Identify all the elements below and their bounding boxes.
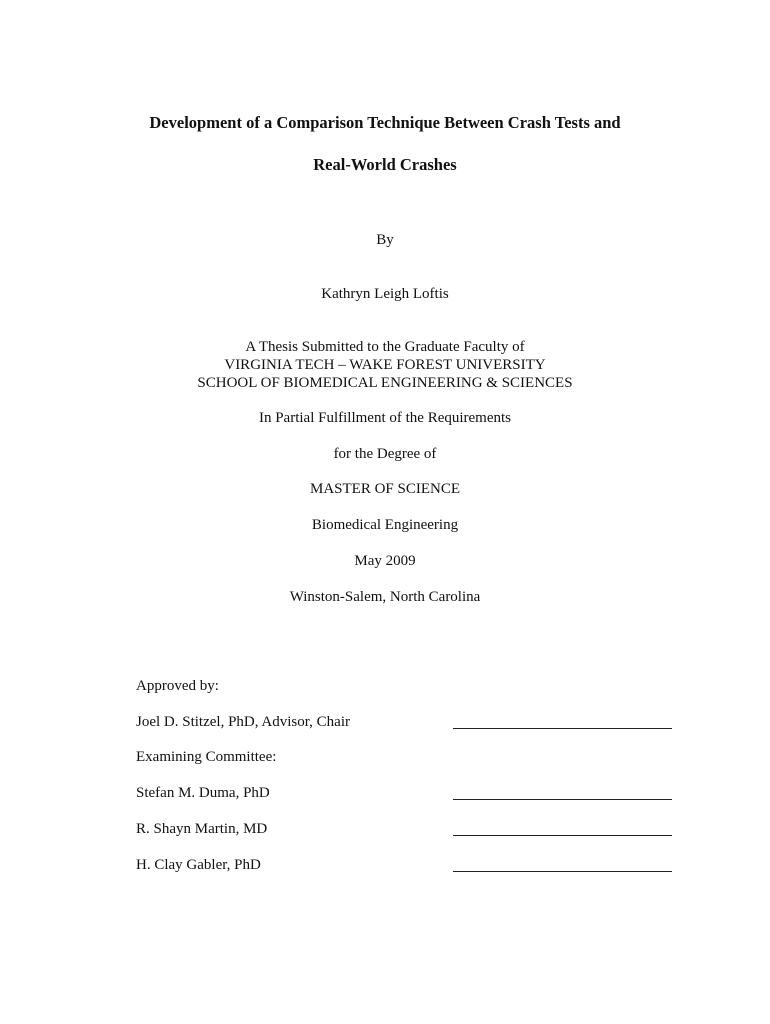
fulfillment-statement: In Partial Fulfillment of the Requirements bbox=[258, 410, 512, 426]
committee-member-3: H. Clay Gabler, PhD bbox=[136, 857, 261, 873]
thesis-title-line-2: Real-World Crashes bbox=[313, 155, 457, 174]
submission-line-2: VIRGINIA TECH – WAKE FOREST UNIVERSITY bbox=[224, 357, 546, 373]
advisor-signature-line bbox=[453, 728, 672, 729]
degree-field: Biomedical Engineering bbox=[311, 517, 459, 533]
committee-member-3-signature-line bbox=[453, 871, 672, 872]
submission-location: Winston-Salem, North Carolina bbox=[289, 589, 481, 605]
degree-for-label: for the Degree of bbox=[333, 446, 437, 462]
committee-member-1-signature-line bbox=[453, 799, 672, 800]
advisor-name: Joel D. Stitzel, PhD, Advisor, Chair bbox=[136, 714, 350, 730]
degree-name: MASTER OF SCIENCE bbox=[309, 481, 461, 497]
by-label: By bbox=[376, 232, 394, 248]
author-name: Kathryn Leigh Loftis bbox=[321, 286, 449, 302]
submission-date: May 2009 bbox=[354, 553, 416, 569]
submission-line-1: A Thesis Submitted to the Graduate Faculty of bbox=[245, 339, 525, 355]
committee-member-1: Stefan M. Duma, PhD bbox=[136, 785, 270, 801]
committee-heading: Examining Committee: bbox=[136, 749, 277, 765]
committee-member-2: R. Shayn Martin, MD bbox=[136, 821, 268, 837]
committee-member-2-signature-line bbox=[453, 835, 672, 836]
approved-by-heading: Approved by: bbox=[136, 678, 219, 694]
submission-line-3: SCHOOL OF BIOMEDICAL ENGINEERING & SCIENCES bbox=[197, 375, 573, 391]
thesis-title-line-1: Development of a Comparison Technique Between Crash Tests and bbox=[149, 113, 621, 132]
